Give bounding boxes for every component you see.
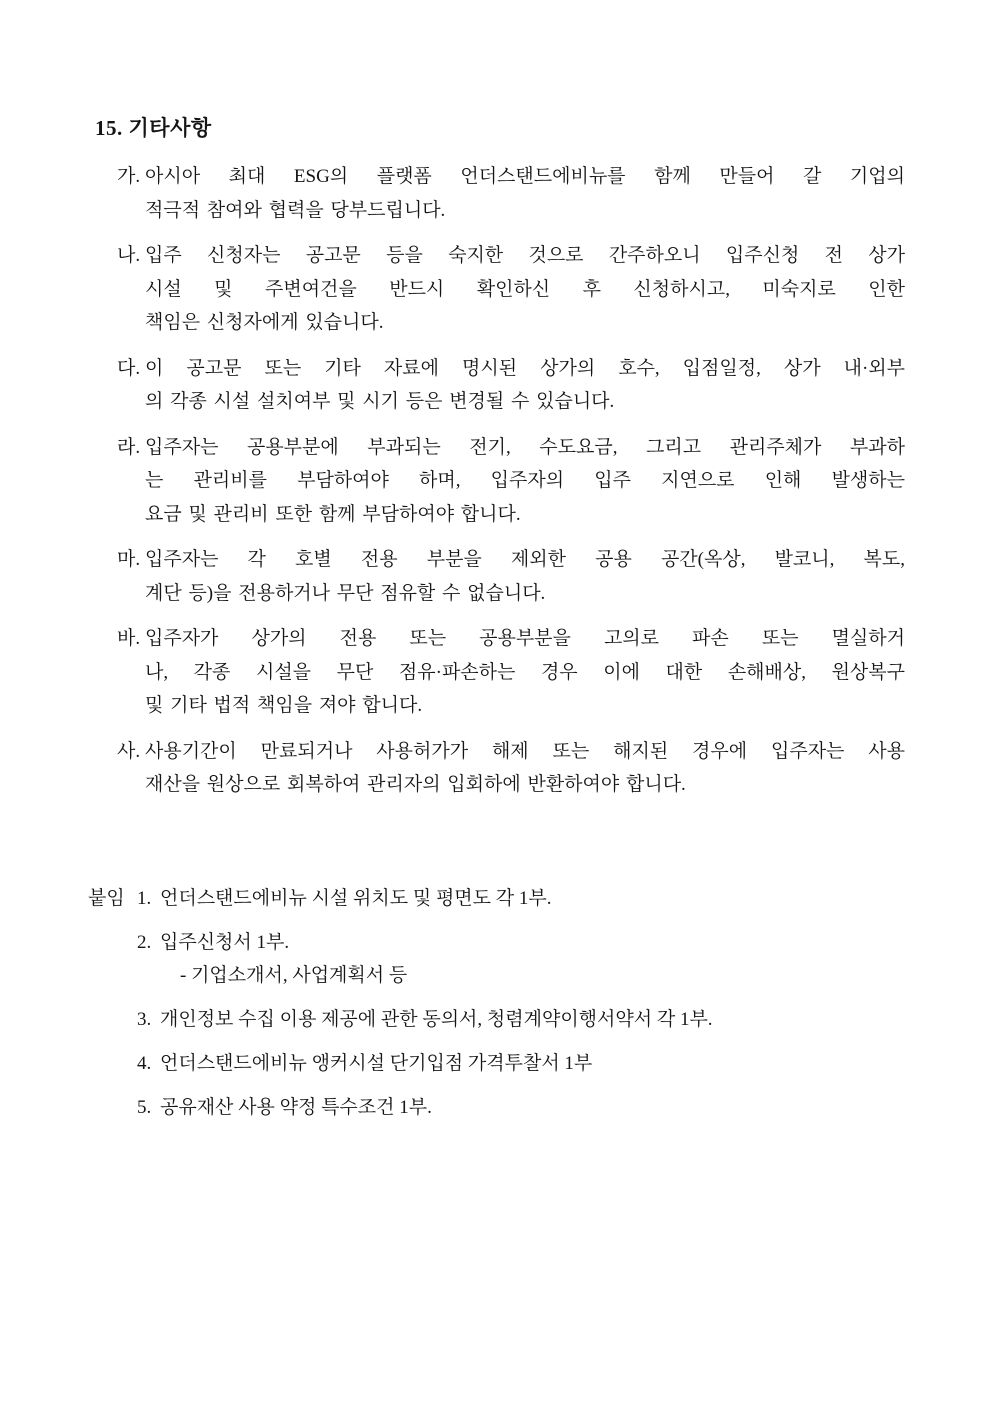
clause-line: 입주자는 공용부분에 부과되는 전기, 수도요금, 그리고 관리주체가 부과하 xyxy=(145,436,905,458)
attachment-number: 4. xyxy=(137,1052,152,1074)
clause-line: 입주자가 상가의 전용 또는 공용부분을 고의로 파손 또는 멸실하거 xyxy=(145,628,905,649)
clause-line: 재산을 원상으로 회복하여 관리자의 입회하에 반환하여야 합니다. xyxy=(145,774,686,795)
clause-line: 나, 각종 시설을 무단 점유·파손하는 경우 이에 대한 손해배상, 원상복구 xyxy=(145,661,905,683)
clause-line: 이 공고문 또는 기타 자료에 명시된 상가의 호수, 입점일정, 상가 내·외부 xyxy=(145,357,905,379)
clause-line: 시설 및 주변여건을 반드시 확인하신 후 신청하시고, 미숙지로 인한 xyxy=(145,278,905,300)
clause-item-ma xyxy=(117,543,905,610)
attachment-number: 3. xyxy=(137,1008,152,1030)
clause-line: 사용기간이 만료되거나 사용허가가 해제 또는 해지된 경우에 입주자는 사용 xyxy=(145,740,905,762)
attachment-number: 5. xyxy=(137,1096,152,1118)
clause-item-ra xyxy=(117,431,905,532)
attachment-text: 공유재산 사용 약정 특수조건 1부. xyxy=(160,1096,432,1118)
attachment-item xyxy=(88,1047,905,1080)
clause-line: 책임은 신청자에게 있습니다. xyxy=(145,312,384,333)
clause-item-sa xyxy=(117,735,905,802)
attachment-number: 2. xyxy=(137,931,152,953)
attachment-number: 1. xyxy=(137,887,152,909)
attachment-item xyxy=(88,882,905,915)
clause-line: 적극적 참여와 협력을 당부드립니다. xyxy=(145,199,446,221)
attachment-text: 입주신청서 1부. xyxy=(160,931,290,953)
clause-line: 입주 신청자는 공고문 등을 숙지한 것으로 간주하오니 입주신청 전 상가 xyxy=(145,245,905,266)
clause-line: 입주자는 각 호별 전용 부분을 제외한 공용 공간(옥상, 발코니, 복도, xyxy=(145,549,905,570)
clause-line: 의 각종 시설 설치여부 및 시기 등은 변경될 수 있습니다. xyxy=(145,391,615,412)
clause-item-na xyxy=(117,239,905,340)
attachments-section xyxy=(88,882,905,1124)
clause-marker: 마. xyxy=(117,549,141,570)
clause-line: 요금 및 관리비 또한 함께 부담하여야 합니다. xyxy=(145,503,521,525)
clause-line: 아시아 최대 ESG의 플랫폼 언더스탠드에비뉴를 함께 만들어 갈 기업의 xyxy=(145,166,905,187)
clause-item-ga xyxy=(117,160,905,227)
clause-item-da xyxy=(117,352,905,419)
attachment-item xyxy=(88,1091,905,1124)
clause-item-ba xyxy=(117,622,905,723)
clause-marker: 다. xyxy=(117,357,141,379)
section-title: 15. 기타사항 xyxy=(95,116,212,140)
attachment-text: 언더스탠드에비뉴 앵커시설 단기입점 가격투찰서 1부 xyxy=(160,1052,593,1074)
clause-list xyxy=(95,160,905,802)
attachments-label: 붙임 xyxy=(88,887,125,909)
attachment-text: 개인정보 수집 이용 제공에 관한 동의서, 청렴계약이행서약서 각 1부. xyxy=(160,1008,713,1030)
clause-marker: 나. xyxy=(117,245,141,266)
clause-marker: 라. xyxy=(117,436,141,458)
clause-marker: 사. xyxy=(117,740,141,762)
attachment-item xyxy=(88,926,905,992)
clause-marker: 바. xyxy=(117,628,141,649)
clause-line: 계단 등)을 전용하거나 무단 점유할 수 없습니다. xyxy=(145,582,546,604)
clause-line: 는 관리비를 부담하여야 하며, 입주자의 입주 지연으로 인해 발생하는 xyxy=(145,470,905,491)
attachment-item xyxy=(88,1003,905,1036)
clause-line: 및 기타 법적 책임을 져야 합니다. xyxy=(145,695,423,716)
attachment-subnote: - 기업소개서, 사업계획서 등 xyxy=(180,964,408,986)
clause-marker: 가. xyxy=(117,166,141,187)
attachment-text: 언더스탠드에비뉴 시설 위치도 및 평면도 각 1부. xyxy=(160,887,552,909)
